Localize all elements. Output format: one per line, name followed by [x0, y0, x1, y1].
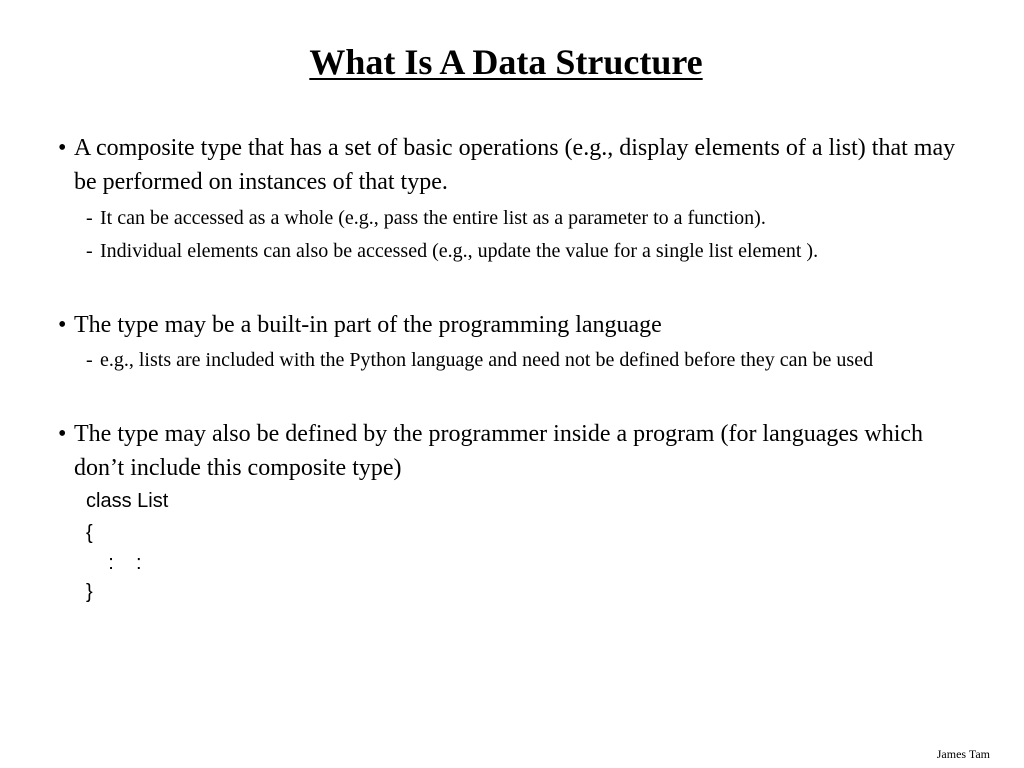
bullet-text: The type may be a built-in part of the programming language — [74, 312, 662, 338]
sub-bullet-text: It can be accessed as a whole (e.g., pass the entire list as a parameter to a function). — [100, 207, 766, 229]
sub-bullet-item — [86, 345, 966, 375]
sub-bullet-item — [86, 203, 966, 233]
dash-icon: - — [86, 349, 93, 371]
bullet-icon: • — [58, 421, 67, 447]
sub-bullet-text: e.g., lists are included with the Python language and need not be defined before they can be used — [100, 349, 874, 371]
bullet-text: The type may also be defined by the programmer inside a program (for languages which don’t include this composite type) — [74, 421, 924, 481]
bullet-icon: • — [58, 135, 67, 161]
code-line: class List — [86, 490, 169, 512]
code-line: } — [86, 581, 93, 603]
dash-icon: - — [86, 207, 93, 229]
code-line: { — [86, 522, 93, 544]
code-line: : : — [86, 552, 142, 574]
sub-bullet-text: Individual elements can also be accessed (e.g., update the value for a single list element ). — [100, 240, 819, 262]
sub-bullet-item — [86, 236, 966, 266]
bullet-item — [58, 131, 958, 199]
dash-icon: - — [86, 240, 93, 262]
footer-author: James Tam — [936, 747, 990, 761]
bullet-icon: • — [58, 312, 67, 338]
bullet-item — [58, 308, 958, 342]
slide-title: What Is A Data Structure — [309, 42, 703, 82]
bullet-text: A composite type that has a set of basic operations (e.g., display elements of a list) that may be performed on instances of that type. — [74, 135, 956, 195]
bullet-item — [58, 417, 958, 485]
